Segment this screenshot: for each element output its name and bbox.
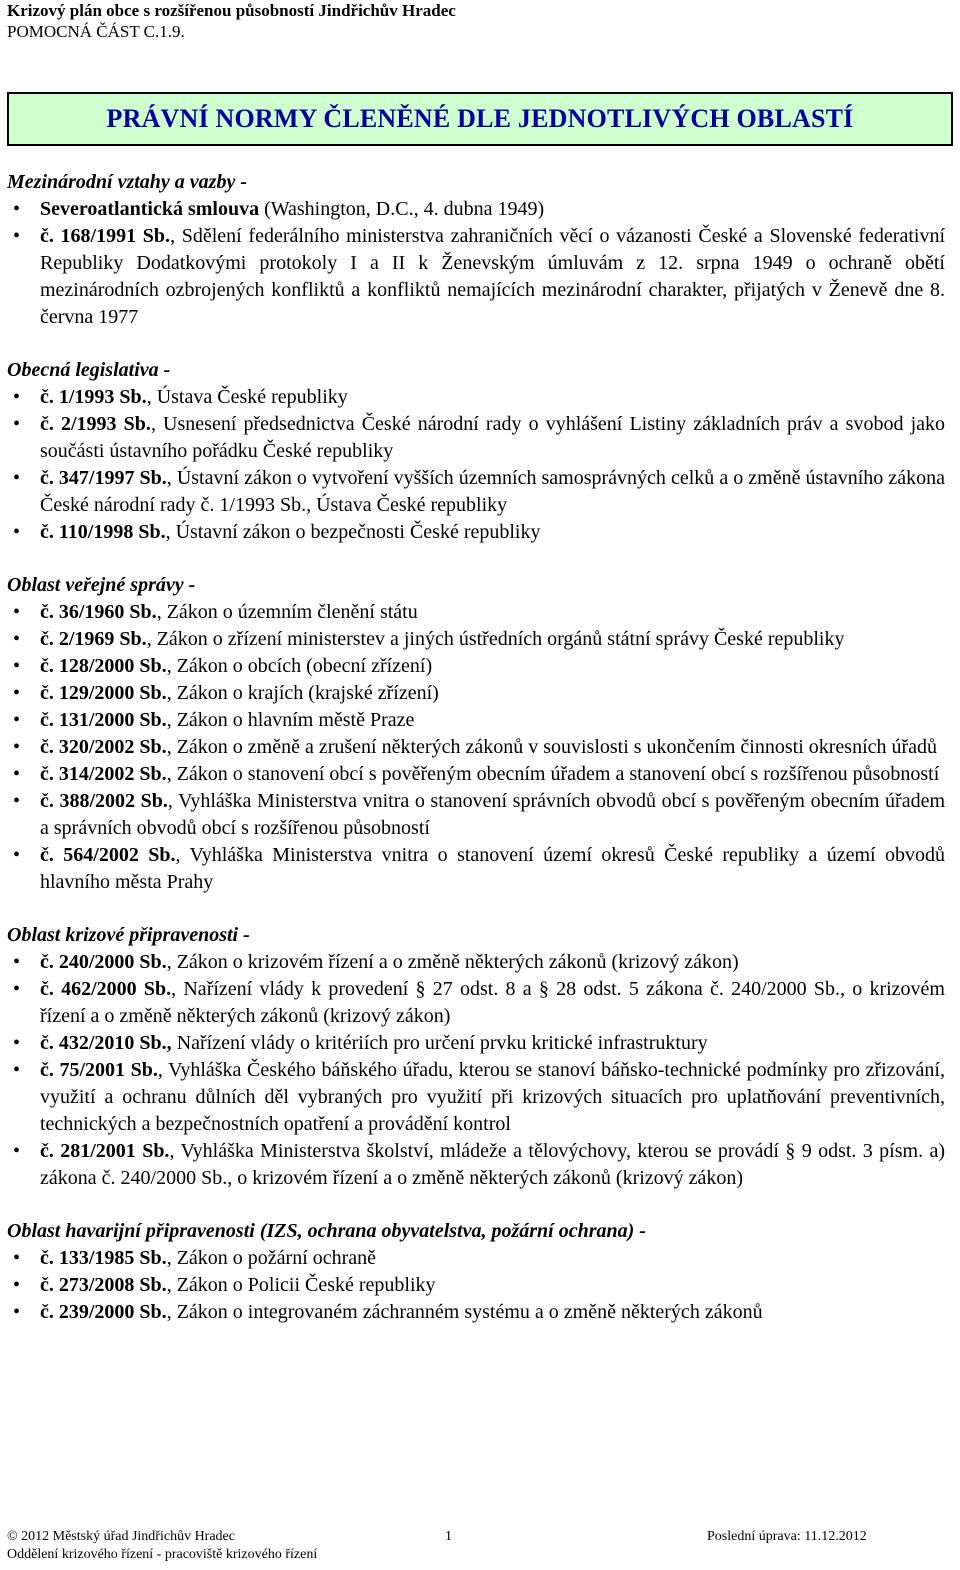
document-body bbox=[7, 169, 945, 1326]
section-spacer bbox=[7, 1192, 945, 1218]
law-description: , Zákon o zřízení ministerstev a jiných ústředních orgánů státní správy České republiky bbox=[146, 628, 845, 650]
law-reference: č. 239/2000 Sb. bbox=[40, 1301, 167, 1323]
bullet-icon: • bbox=[13, 736, 21, 758]
bullet-icon: • bbox=[13, 413, 21, 435]
bullet-icon: • bbox=[13, 1247, 21, 1269]
footer-page-number: 1 bbox=[445, 1529, 452, 1544]
list-item bbox=[7, 196, 945, 223]
list-item bbox=[7, 734, 945, 761]
list-item bbox=[7, 976, 945, 1030]
law-reference: č. 320/2002 Sb. bbox=[40, 736, 167, 758]
law-description: , Zákon o změně a zrušení některých zákonů v souvislosti s ukončením činnosti okresních úřadů bbox=[166, 736, 938, 758]
list-item bbox=[7, 1030, 945, 1057]
bullet-icon: • bbox=[13, 521, 21, 543]
header-section-code: POMOCNÁ ČÁST C.1.9. bbox=[7, 22, 185, 41]
law-description: , Vyhláška Ministerstva vnitra o stanovení území okresů České republiky a území obvodů hlavního města Prahy bbox=[40, 844, 945, 893]
list-item bbox=[7, 519, 945, 546]
list-item bbox=[7, 680, 945, 707]
law-description: , Zákon o územním členění státu bbox=[156, 601, 418, 623]
law-reference: č. 129/2000 Sb. bbox=[40, 682, 167, 704]
list-item bbox=[7, 1272, 945, 1299]
law-description: , Sdělení federálního ministerstva zahraničních věcí o vázanosti České a Slovenské federativní Republiky Dodatkovými protokoly I a II k Ženevským úmluvám z 12. srpna 1949 o ochraně obětí mezinárodních ozbrojených konfliktů a konfliktů nemajících mezinárodní charakter, přijatých v Ženevě dne 8. června 1977 bbox=[40, 225, 946, 328]
list-item bbox=[7, 384, 945, 411]
list-item bbox=[7, 626, 945, 653]
law-description: , Vyhláška Ministerstva vnitra o stanovení správních obvodů obcí s pověřeným obecním úřadem a správních obvodů obcí s rozšířenou působností bbox=[40, 790, 946, 839]
law-description: , Vyhláška Českého báňského úřadu, kterou se stanoví báňsko-technické podmínky pro zřizování, využití a ochranu důlních děl vybraných pro využití při krizových situacích pro uplatňování preventivních, technických a bezpečnostních opatření a provádění kontrol bbox=[40, 1059, 945, 1135]
law-reference: č. 1/1993 Sb. bbox=[40, 386, 147, 408]
section-heading: Oblast havarijní připravenosti (IZS, ochrana obyvatelstva, požární ochrana) - bbox=[7, 1220, 646, 1242]
law-reference: č. 133/1985 Sb. bbox=[40, 1247, 167, 1269]
list-item bbox=[7, 223, 945, 331]
law-reference: Severoatlantická smlouva bbox=[40, 198, 260, 220]
section-spacer bbox=[7, 896, 945, 922]
list-item bbox=[7, 1299, 945, 1326]
footer-copyright: © 2012 Městský úřad Jindřichův Hradec bbox=[7, 1529, 235, 1544]
bullet-icon: • bbox=[13, 763, 21, 785]
bullet-icon: • bbox=[13, 682, 21, 704]
bullet-icon: • bbox=[13, 1140, 21, 1162]
footer-last-update: Poslední úprava: 11.12.2012 bbox=[707, 1529, 867, 1544]
list-item bbox=[7, 761, 945, 788]
list-item bbox=[7, 653, 945, 680]
law-description: , Ústavní zákon o vytvoření vyšších územních samosprávných celků a o změně ústavního zákona České národní rady č. 1/1993 Sb., Ústava České republiky bbox=[40, 467, 945, 516]
document-title-box bbox=[7, 92, 953, 146]
bullet-icon: • bbox=[13, 1301, 21, 1323]
bullet-icon: • bbox=[13, 628, 21, 650]
law-description: , Ústavní zákon o bezpečnosti České republiky bbox=[165, 521, 541, 543]
bullet-icon: • bbox=[13, 601, 21, 623]
law-reference: č. 462/2000 Sb. bbox=[40, 978, 172, 1000]
law-reference: č. 281/2001 Sb. bbox=[40, 1140, 170, 1162]
bullet-icon: • bbox=[13, 1274, 21, 1296]
list-item bbox=[7, 788, 945, 842]
law-description: (Washington, D.C., 4. dubna 1949) bbox=[259, 198, 545, 220]
law-description: , Zákon o požární ochraně bbox=[166, 1247, 377, 1269]
bullet-icon: • bbox=[13, 790, 21, 812]
section-heading: Oblast krizové připravenosti - bbox=[7, 924, 250, 946]
list-item bbox=[7, 1138, 945, 1192]
bullet-icon: • bbox=[13, 709, 21, 731]
bullet-icon: • bbox=[13, 978, 21, 1000]
bullet-icon: • bbox=[13, 1032, 21, 1054]
law-reference: č. 128/2000 Sb. bbox=[40, 655, 167, 677]
law-reference: č. 2/1969 Sb. bbox=[40, 628, 147, 650]
law-reference: č. 388/2002 Sb. bbox=[40, 790, 168, 812]
law-reference: č. 131/2000 Sb. bbox=[40, 709, 167, 731]
law-reference: č. 2/1993 Sb. bbox=[40, 413, 151, 435]
bullet-icon: • bbox=[13, 1059, 21, 1081]
law-reference: č. 314/2002 Sb. bbox=[40, 763, 167, 785]
list-item bbox=[7, 465, 945, 519]
page-footer bbox=[7, 1528, 953, 1564]
bullet-icon: • bbox=[13, 844, 21, 866]
page-header bbox=[7, 0, 456, 42]
law-description: , Zákon o integrovaném záchranném systému a o změně některých zákonů bbox=[166, 1301, 763, 1323]
list-item bbox=[7, 599, 945, 626]
law-description: , Nařízení vlády k provedení § 27 odst. 8 a § 28 odst. 5 zákona č. 240/2000 Sb., o krizovém řízení a o změně některých zákonů (krizový zákon) bbox=[40, 978, 945, 1027]
bullet-icon: • bbox=[13, 655, 21, 677]
list-item bbox=[7, 1057, 945, 1138]
law-description: Nařízení vlády o kritériích pro určení prvku kritické infrastruktury bbox=[171, 1032, 708, 1054]
section-heading: Oblast veřejné správy - bbox=[7, 574, 196, 596]
law-description: , Usnesení předsednictva České národní rady o vyhlášení Listiny základních práv a svobod jako součásti ústavního pořádku České republiky bbox=[40, 413, 946, 462]
law-description: , Zákon o hlavním městě Praze bbox=[166, 709, 415, 731]
law-reference: č. 564/2002 Sb. bbox=[40, 844, 176, 866]
law-description: , Zákon o krizovém řízení a o změně některých zákonů (krizový zákon) bbox=[166, 951, 739, 973]
law-description: , Zákon o Policii České republiky bbox=[166, 1274, 436, 1296]
law-description: , Vyhláška Ministerstva školství, mládeže a tělovýchovy, kterou se provádí § 9 odst. 3 písm. a) zákona č. 240/2000 Sb., o krizovém řízení a o změně některých zákonů (krizový zákon) bbox=[40, 1140, 945, 1189]
document-title: PRÁVNÍ NORMY ČLENĚNÉ DLE JEDNOTLIVÝCH OBLASTÍ bbox=[106, 104, 854, 133]
bullet-icon: • bbox=[13, 198, 21, 220]
law-reference: č. 75/2001 Sb. bbox=[40, 1059, 158, 1081]
section-heading: Obecná legislativa - bbox=[7, 359, 171, 381]
footer-department: Oddělení krizového řízení - pracoviště krizového řízení bbox=[7, 1547, 318, 1562]
list-item bbox=[7, 707, 945, 734]
law-reference: č. 432/2010 Sb., bbox=[40, 1032, 172, 1054]
section-spacer bbox=[7, 546, 945, 572]
list-item bbox=[7, 949, 945, 976]
law-reference: č. 240/2000 Sb. bbox=[40, 951, 167, 973]
list-item bbox=[7, 411, 945, 465]
law-description: , Zákon o stanovení obcí s pověřeným obecním úřadem a stanovení obcí s rozšířenou působností bbox=[166, 763, 940, 785]
bullet-icon: • bbox=[13, 225, 21, 247]
bullet-icon: • bbox=[13, 951, 21, 973]
law-reference: č. 36/1960 Sb. bbox=[40, 601, 157, 623]
header-plan-title: Krizový plán obce s rozšířenou působností Jindřichův Hradec bbox=[7, 1, 456, 20]
section-heading: Mezinárodní vztahy a vazby - bbox=[7, 171, 247, 193]
bullet-icon: • bbox=[13, 386, 21, 408]
law-description: , Ústava České republiky bbox=[146, 386, 348, 408]
law-reference: č. 273/2008 Sb. bbox=[40, 1274, 167, 1296]
law-description: , Zákon o obcích (obecní zřízení) bbox=[166, 655, 433, 677]
law-description: , Zákon o krajích (krajské zřízení) bbox=[166, 682, 439, 704]
list-item bbox=[7, 1245, 945, 1272]
law-reference: č. 168/1991 Sb. bbox=[40, 225, 171, 247]
list-item bbox=[7, 842, 945, 896]
section-spacer bbox=[7, 331, 945, 357]
law-reference: č. 347/1997 Sb. bbox=[40, 467, 167, 489]
bullet-icon: • bbox=[13, 467, 21, 489]
law-reference: č. 110/1998 Sb. bbox=[40, 521, 166, 543]
